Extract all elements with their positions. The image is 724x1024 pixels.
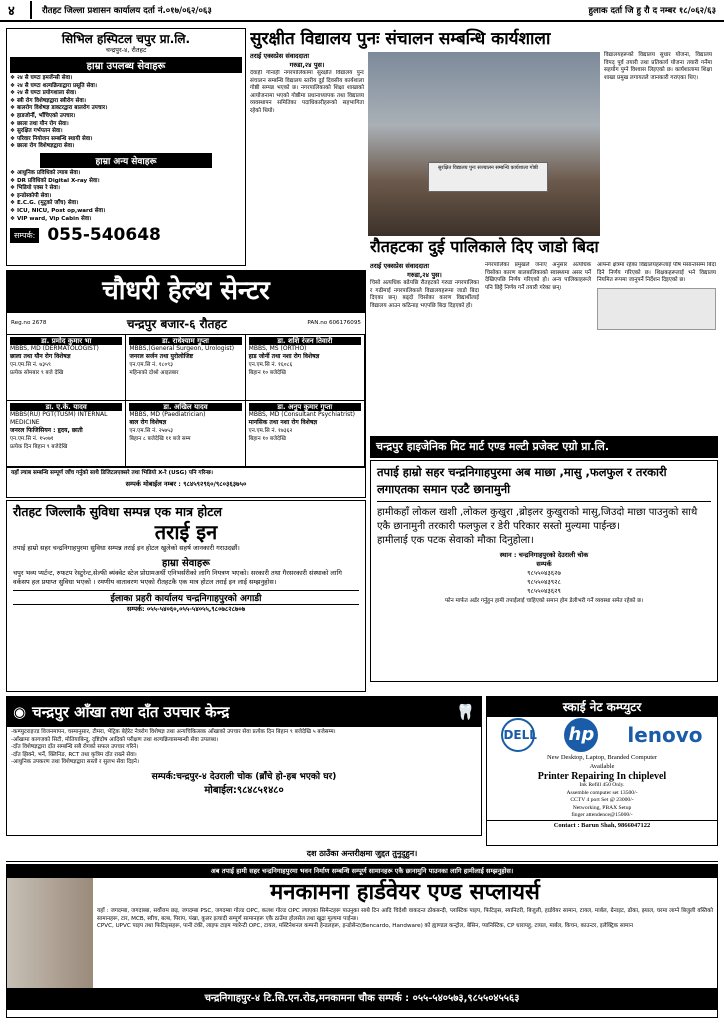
chaudhari-ad bbox=[6, 312, 366, 498]
other-services-title: हाम्रा अन्य सेवाहरू bbox=[40, 153, 212, 168]
service-item: ❖ बालरोग विशेषज्ञ डाक्टरद्वारा बालरोग उपचार। bbox=[10, 105, 108, 112]
workshop-body-2: विद्यालयहरूको विद्यालय सुधार योजना, विद्यालय विपद् पूर्व तयारी तथा प्रतिकार्य योजना तयारी गर्नेमा सहयोग पुग्ने विश्वास लिइएको छ। कार्यशालामा शिक्षा शाखा प्रमुख लगायतले जानकारी गराएका थिए। bbox=[604, 52, 712, 81]
eye-service-item: -कम्प्युटराइज्ड विजनमापन, चस्मानुसार, टीमरा, भेट्रिक बेहेरेट नेत्ररोग विशेषज्ञ तथा अन्यचिकित्सक आँखाको उपचार सेवा प्रत्येक दिन बिहान ९ बजेदेखि ५ बजेसम्म। bbox=[11, 729, 336, 735]
chaudhari-title: चौधरी हेल्थ सेन्टर bbox=[6, 270, 366, 312]
service-item: ❖ २४ सै घण्टा शल्यक्रियाद्वारा प्रसूति सेवा। bbox=[10, 82, 97, 89]
temple-photo bbox=[7, 878, 93, 988]
doctor-time: बिहान १० बजेदेखि bbox=[248, 436, 286, 442]
chaudhari-contact: सम्पर्क मोबाईल नम्बर : ९८४५९२९६०/९८०३६३७५० bbox=[125, 479, 247, 488]
doctor-card bbox=[126, 335, 245, 401]
postal-registration: हुलाक दर्ता जि हु रौ द नम्बर १८/०६२/६३ bbox=[588, 5, 716, 16]
other-service-item: ❖ VIP ward, Vip Cabin सेवा। bbox=[10, 215, 92, 222]
hotel-intro: तपाई हाम्रो सहर चन्द्रनिगाहपुरमा सुविधा सम्पन्न तराई इन होटल खुलेको सहर्ष जानकारी गराउदछौं। bbox=[13, 544, 240, 552]
rautahat-byline: तराई एक्सप्रेस संवाददाता bbox=[370, 262, 430, 270]
workshop-body-1: देवाही गोनाही नगरपालिकामा सुरक्षीत विद्यालय पुनः संचालन सम्बन्धि विद्यालय स्तरीय दुई दिवसीय कार्यशाला गोष्ठी सम्पन्न भएको छ। नगरपालिकाको शिक्षा शाखाको आयोजनामा भएको गोष्ठीमा प्रधानाध्यापक तथा विद्यालय व्यवस्थापन समितिका पदाधिकारीहरूको सहभागिता रहेको थियो। bbox=[250, 70, 364, 114]
rautahat-col-3: आफ्नो क्षेत्रमा रहेका विद्यालयहरूलाई पौष मसान्तसम्म बिदा दिने निर्णय गरिएको छ। शिक्षकहरूलाई भने विद्यालय नियमित रूपमा जानुपर्ने निर्देशन दिइएको छ। bbox=[597, 262, 716, 284]
mart-phone: ९८५५०४३९२८ bbox=[527, 578, 561, 586]
rautahat-col-2: नगरपालिका प्रमुखले जनाए अनुसार अत्यधिक चिसोका कारण बालबालिकाको स्वास्थ्यमा असर पर्ने देखिएपछि निर्णय गरिएको हो। अन्य पालिकाहरूले पनि छिट्टै निर्णय गर्ने तयारी गरेका छन्। bbox=[485, 262, 591, 291]
brand-logos bbox=[487, 717, 717, 753]
workshop-byline: तराई एक्सप्रेस संवाददाता bbox=[250, 52, 310, 60]
page-number: ४ bbox=[8, 1, 32, 19]
hotel-services-title: हाम्रा सेवाहरू bbox=[162, 558, 210, 569]
rautahat-dateline: गरुडा,२४ पुस। bbox=[407, 271, 442, 279]
doctor-nmc: एन.एम.सि नं. १७३६२ bbox=[248, 428, 293, 434]
workshop-photo bbox=[368, 52, 600, 236]
doctor-time: प्रत्येक सोमबार ९ बजे देखि bbox=[10, 370, 64, 376]
other-services-list bbox=[10, 170, 242, 223]
hospital-ad bbox=[6, 28, 246, 266]
rautahat-col-1: चिसो अत्यधिक बढेपछि रौतहटको गरुडा नगरपालिका र गढीमाई नगरपालिकाले विद्यालयहरूमा जाडो बिदा दिएका छन्। बढ्दो चिसोका कारण विद्यार्थीलाई विद्यालय आउन कठिनाइ भएपछि बिदा दिइएको हो। bbox=[370, 280, 479, 309]
other-service-item: ❖ इन्डोस्कोपी सेवा। bbox=[10, 192, 52, 199]
service-item: ❖ छाला रोग विशेषज्ञद्वारा सेवा। bbox=[10, 143, 75, 150]
other-service-item: ❖ भिडियो एक्स रे सेवा। bbox=[10, 185, 60, 192]
doctor-degree: MBBS, MD (DERMATOLOGIST) bbox=[10, 345, 99, 352]
registration-title: रौतहट जिल्ला प्रशासन कार्यालय दर्ता नं.०१७/०६२/०६३ bbox=[42, 5, 212, 16]
service-item: ❖ छाला तथा यौन रोग सेवा। bbox=[10, 120, 69, 127]
doctor-card bbox=[246, 401, 365, 467]
doctor-nmc: एन.एम.सि नं. ७३५९ bbox=[10, 362, 51, 368]
eye-clinic-ad bbox=[6, 696, 482, 836]
hospital-address: चन्द्रपुर-४, रौतहट bbox=[105, 46, 147, 54]
eye-clinic-name: चन्द्रपुर आँखा तथा दाँत उपचार केन्द्र bbox=[32, 703, 230, 721]
page-header bbox=[0, 0, 724, 22]
doctor-grid bbox=[7, 335, 365, 467]
other-service-item: ❖ E.C.G. (मुटुको जाँच) सेवा। bbox=[10, 200, 79, 207]
manakamana-name: मनकामना हार्डवेयर एण्ड सप्लायर्स bbox=[270, 880, 540, 905]
chaudhari-location: चन्द्रपुर बजार-६ रौतहट bbox=[126, 317, 227, 331]
doctor-specialty: बाल रोग विशेषज्ञ bbox=[129, 419, 167, 426]
eye-clinic-contact: सम्पर्क:चन्द्रपुर-४ देउराली चोक (ब्राँचे हो-हब भएको घर) bbox=[151, 771, 337, 782]
notice-line: दश ठाउँका अन्तरीक्षमा जुद्दत तुनुदुहुन। bbox=[6, 848, 718, 862]
sky-net-line1: New Desktop, Laptop, Branded Computer bbox=[546, 754, 658, 761]
doctor-nmc: एन.एम.सि नं. १८०९३ bbox=[129, 362, 173, 368]
mart-cta: हामीलाई एक पटक सेवाको मौका दिनुहोला। bbox=[377, 535, 534, 546]
hospital-phone: 055-540648 bbox=[47, 225, 161, 246]
lenovo-logo: lenovo bbox=[627, 723, 703, 747]
service-item: ❖ २४ सै घण्टा इमर्जेन्सी सेवा। bbox=[10, 75, 73, 81]
pan-number: PAN.no 606176095 bbox=[307, 319, 361, 326]
hotel-name: तराई इन bbox=[154, 520, 218, 544]
doctor-specialty: मानसिक तथा नशा रोग विशेषज्ञ bbox=[248, 419, 318, 426]
mart-phones bbox=[377, 569, 711, 596]
doctor-specialty: हाड जोर्नी तथा नशा रोग विशेषज्ञ bbox=[248, 353, 320, 360]
hotel-headline: रौतहट जिल्लाकै सुविधा सम्पन्न एक मात्र होटल bbox=[13, 504, 222, 519]
sky-net-item: Ink Refill 450 Only. bbox=[579, 782, 625, 788]
doctor-card bbox=[7, 335, 126, 401]
other-service-item: ❖ ICU, NICU, Post op,ward सेवा। bbox=[10, 207, 106, 214]
hp-logo: hp bbox=[564, 718, 598, 752]
mart-footer: फोन मार्फत अर्डर गर्नुहुन हामी तपाईंलाई चाहिएको समान होम डेलीभरी गर्ने व्यवस्था समेत रहेको छ। bbox=[444, 598, 644, 604]
workshop-article bbox=[250, 28, 718, 236]
lab-note: यहाँ ल्याब सम्बन्धि सम्पूर्ण जाँच गर्नुको साथै डिजिटलएक्सरे तथा भिडियो X-रे (USG) पनि गरिन्छ। bbox=[7, 467, 365, 480]
mart-body: हामीकहाँ लोकल खशी ,लोकल कुखुरा ,ब्रोइलर कुखुराको मासु,जिउदो माछा पाउनुको साथै एकै छानामुनी तरकारी फलफुल र डेरी परिकार सस्तो मुल्यमा पाईन्छ। bbox=[377, 507, 698, 532]
sky-net-name: स्काई नेट कम्प्युटर bbox=[487, 697, 717, 717]
sky-net-item: Networking, PBAX Setup bbox=[572, 804, 632, 811]
rautahat-headline: रौतहटका दुई पालिकाले दिए जाडो बिदा bbox=[370, 237, 599, 256]
doctor-specialty: जनरल फिजिसियन : हृदय, छाती bbox=[10, 427, 83, 434]
workshop-headline: सुरक्षीत विद्यालय पुनः संचालन सम्बन्धि कार्यशाला bbox=[250, 29, 551, 49]
doctor-degree: MBBS, MD (Consultant Psychiatrist) bbox=[248, 411, 355, 418]
hotel-ad bbox=[6, 500, 366, 692]
workshop-dateline: गरुडा,२४ पुस। bbox=[289, 61, 325, 69]
sky-net-items bbox=[487, 782, 717, 820]
hotel-contact: सम्पर्क: ०५५-५४०६०,०५५-५४०५५,९८०७८२८७०७ bbox=[126, 605, 246, 613]
eye-service-item: -आधुनिक उपकरण तथा विशेषज्ञद्वारा सस्तो र सुलभ सेवा दिइने। bbox=[11, 759, 140, 766]
sky-net-item: CCTV 4 port Set @ 23000/- bbox=[570, 797, 634, 804]
notice-image bbox=[597, 288, 716, 330]
manakamana-body-2: CPVC, UPVC पाइप तथा फिटिङ्सहरू, पानी टंकी, लाइफ टाइम ग्यारेन्टी OPC, टायल, मस्टिनेशनल कम्पनी हेन्डलहरू, इन्डोसेन्ट(Bencardo, Handware) को ह्याण्डल कन्ट्रोल, बेसिन, प्यानिस्टिक, CP धारापहु, टायल, मार्बल, किचन, काउन्टर, इलेक्ट्रिक सामान bbox=[97, 923, 633, 930]
eye-clinic-services bbox=[7, 727, 481, 769]
doctor-degree: MBBS(RU) PGT(TUSM) INTERNAL MEDICINE bbox=[10, 411, 108, 426]
mart-title: चन्द्रपुर हाइजेनिक मिट मार्ट एण्ड मल्टी प्रजेक्ट एग्रो प्रा.लि. bbox=[370, 436, 718, 458]
sky-net-item: finger attendence@15000/- bbox=[571, 812, 633, 819]
mart-contact-label: सम्पर्क bbox=[536, 560, 552, 568]
service-item: ❖ स्त्री रोग विशेषज्ञद्वारा स्त्रीरोग सेवा। bbox=[10, 97, 86, 104]
service-item: ❖ २४ सै घण्टा प्रयोगशाला सेवा। bbox=[10, 90, 77, 97]
doctor-name: डा. शशि रंजन तिवारी bbox=[249, 337, 361, 345]
service-item: ❖ हाडजोर्नी, भाँचिएको उपचार। bbox=[10, 112, 76, 119]
doctor-degree: MBBS,(General Surgeon, Urologist) bbox=[129, 345, 235, 352]
doctor-name: डा. अखिल यादव bbox=[129, 403, 241, 411]
doctor-card bbox=[126, 401, 245, 467]
doctor-name: डा. राधेश्याम गुप्ता bbox=[129, 337, 241, 345]
tooth-icon: 🦷 bbox=[456, 703, 475, 721]
workshop-banner: सुरक्षित विद्यालय पुनः सञ्चालन सम्बन्धि कार्यशाला गोष्ठी bbox=[428, 162, 548, 192]
eye-service-item: -दाँत झिक्ने, भर्ने, क्लिनिङ, RCT तथा कृत्रिम दाँत राख्ने सेवा। bbox=[11, 751, 137, 758]
mart-location: स्थान : चन्द्रनिगाहपुरको देउराली चोक bbox=[499, 551, 589, 559]
hotel-address: ईलाका प्रहरी कार्यालय चन्द्रनिगाहपुरको अगाडी bbox=[13, 590, 359, 605]
doctor-nmc: एन.एम.सि नं. १६०८६ bbox=[248, 362, 293, 368]
doctor-degree: MBBS, MS (ORTHO) bbox=[248, 345, 307, 352]
manakamana-footer: चन्द्रनिगाहपुर-४ टि.सि.एन.रोड,मनकामना चौक सम्पर्क : ०५५-५४०५७३,९८५५०४५५६३ bbox=[7, 988, 717, 1010]
doctor-name: डा. अनुप कुमार गुप्ता bbox=[249, 403, 361, 411]
service-item: ❖ सुरक्षित गर्भपतन सेवा। bbox=[10, 128, 63, 135]
services-title: हाम्रा उपलब्ध सेवाहरू bbox=[10, 57, 242, 73]
doctor-time: बिहान ८ बजेदेखि ११ बजे सम्म bbox=[129, 436, 191, 442]
dell-logo: DELL bbox=[501, 718, 535, 752]
sky-net-line2: Available bbox=[589, 763, 615, 770]
doctor-name: डा. ए.के. यादव bbox=[10, 403, 122, 411]
mart-phone: ९८५५०४३६२९ bbox=[527, 587, 561, 595]
mart-line1: तपाई हाम्रो सहर चन्द्रनिगाहपुरमा अब माछा ,मासु ,फलफुल र तरकारी लगाएतका समान एउटै छानामुनी bbox=[377, 464, 711, 502]
hotel-body: चपुर भव्य प्यर्टन्ट, रुफटप रेस्टुरेन्ट,सेल्फी ब्यंक्वेट स्टेज प्रोग्रामअर्थी एनिभर्सरीको लागि नियत्रण भएको। सरकारी तथा गैरसरकारी संस्थाको लागि वर्कसप हल प्रयाप्त सुविधा भएको । रमणीय वातावरण भएको रौतहटकै एक मात्र होटल तराई इन लाई सम्झनुहोस। bbox=[13, 569, 342, 586]
eye-service-item: -आँखामा कागजको सिटी, मोतियाबिन्दु, दृष्टिदोष आदिको परीक्षण तथा शल्यक्रियासम्बन्धी सेवा उपलब्ध। bbox=[11, 736, 219, 743]
hospital-name: सिभिल हस्पिटल चपुर प्रा.लि. bbox=[61, 32, 191, 46]
mart-phone: ९८५५०४३६२७ bbox=[527, 569, 561, 577]
doctor-specialty: जनरल सर्जन तथा युरोलोजिष्ट bbox=[129, 353, 194, 360]
doctor-card bbox=[7, 401, 126, 467]
doctor-time: प्रत्येक दिन बिहान ९ बजेदेखि bbox=[10, 444, 68, 450]
doctor-nmc: एन.एम.सि नं. १५०७१ bbox=[10, 436, 54, 442]
sky-net-contact: Contact : Barun Shah, 9866047122 bbox=[487, 820, 717, 830]
doctor-time: बिहान १० बजेदेखि bbox=[248, 370, 286, 376]
sky-net-ad bbox=[486, 696, 718, 846]
contact-label: सम्पर्क: bbox=[10, 228, 39, 243]
mart-ad bbox=[370, 460, 718, 682]
services-list bbox=[10, 75, 242, 151]
doctor-degree: MBBS, MD (Paediatrician) bbox=[129, 411, 206, 418]
reg-number: Reg.no 2678 bbox=[11, 319, 47, 326]
other-service-item: ❖ आधुनिक प्रविधिको ल्याब सेवा। bbox=[10, 169, 81, 176]
manakamana-body: यहाँ : जगदम्बा, जगदाब्बा, सर्वोत्तम छड़, जगदम्बा PSC, जगदम्बा गोल्ड OPC, कलश गोल्ड OPC ल्याएका सिमेन्टहरू पाउनुका साथै टिन आदि चिदेशी वाकदन्त ठोकबन्दी, प्लास्टिक पाइप, फिटिङ्स, स्यानिटरी, बिजुली, हार्डवेयर सामान, टायल, मार्बल, ग्रेनाइट, ढोका, झ्याल, घरमा लाग्ने बिजुली वस्तिको सामानहरू, टार, MCB, स्वीच, बल्ब, पिराप, पंखा, कुलर इत्यादी सम्पूर्ण सामानहरू एकै ठाउँमा होलसेल तथा खुद्रा मूल्यमा पाईन्छ। bbox=[97, 908, 713, 922]
repair-title: Printer Repairing In chiplevel bbox=[537, 771, 667, 782]
service-item: ❖ परिवार नियोजन सम्बन्धि स्थायी सेवा। bbox=[10, 135, 93, 142]
eye-clinic-mobile: मोबाईल:९८४८५१४८० bbox=[204, 784, 284, 796]
manakamana-intro: अब तपाई हामी सहर चन्द्रनिगाहपुरमा भवन निर्माण सम्बन्धि सम्पूर्ण सामानहरू एकै छानामुनि पाउनका लागि हामीलाई सम्झनुहोस। bbox=[7, 865, 717, 878]
other-service-item: ❖ DR प्रविधिको Digital X-ray सेवा। bbox=[10, 177, 100, 184]
doctor-time: महिनाको दोश्रो आइतबार bbox=[129, 370, 179, 376]
eye-icon: ◉ bbox=[13, 703, 27, 721]
rautahat-body bbox=[370, 262, 718, 432]
doctor-card bbox=[246, 335, 365, 401]
eye-service-item: -दाँत विशेषज्ञद्वारा दाँत सम्बन्धि सबै रोगको सफल उपचार गरिने। bbox=[11, 744, 139, 751]
manakamana-ad bbox=[6, 864, 718, 1018]
sky-net-item: Assemble computer set 13500/- bbox=[566, 789, 638, 796]
doctor-name: डा. प्रमोद कुमार भा bbox=[10, 337, 122, 345]
doctor-specialty: छाला तथा यौन रोग विशेषज्ञ bbox=[10, 353, 71, 360]
eye-clinic-header bbox=[7, 697, 481, 727]
doctor-nmc: एन.एम.सि नं. २५७५३ bbox=[129, 428, 173, 434]
